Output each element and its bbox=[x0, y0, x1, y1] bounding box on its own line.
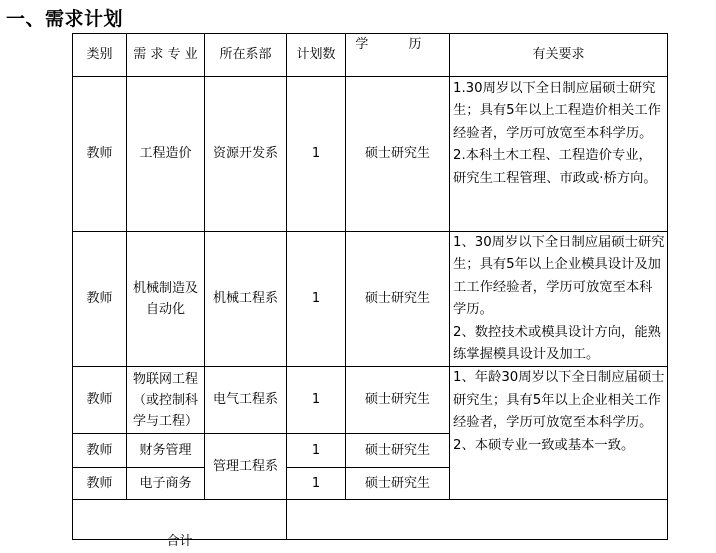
header-category: 类别 bbox=[73, 34, 127, 77]
cell-category: 教师 bbox=[73, 77, 127, 232]
cell-category: 教师 bbox=[73, 232, 127, 367]
header-education: 学 历 bbox=[346, 34, 450, 77]
total-blank-cell bbox=[287, 500, 668, 540]
cell-department: 管理工程系 bbox=[205, 434, 287, 500]
cell-count: 1 bbox=[287, 367, 346, 434]
header-count: 计划数 bbox=[287, 34, 346, 77]
cell-shared-requirements bbox=[450, 367, 668, 500]
cell-education: 硕士研究生 bbox=[346, 468, 450, 500]
demand-plan-table bbox=[72, 33, 668, 550]
table-row bbox=[73, 232, 668, 367]
cell-requirements bbox=[450, 232, 668, 367]
total-label-cell bbox=[73, 500, 287, 550]
total-label: 合计 bbox=[166, 534, 193, 550]
cell-major: 机械制造及自动化 bbox=[127, 232, 205, 367]
cell-count: 1 bbox=[287, 434, 346, 468]
cell-education: 硕士研究生 bbox=[346, 367, 450, 434]
cell-education: 硕士研究生 bbox=[346, 77, 450, 232]
requirement-item: 2、本硕专业一致或基本一致。 bbox=[453, 437, 635, 453]
cell-category: 教师 bbox=[73, 468, 127, 500]
requirement-item: 2、数控技术或模具设计方向，能熟练掌握模具设计及加工。 bbox=[453, 324, 661, 363]
section-title: 一、需求计划 bbox=[6, 8, 124, 30]
cell-major: 工程造价 bbox=[127, 77, 205, 232]
requirement-item: 1.30周岁以下全日制应届硕士研究生；具有5年以上工程造价相关工作经验者，学历可放宽至本科学历。 bbox=[453, 81, 661, 141]
table-total-row bbox=[73, 500, 668, 540]
table-header-row bbox=[73, 34, 668, 77]
cell-major: 物联网工程（或控制科学与工程） bbox=[127, 367, 205, 434]
cell-education: 硕士研究生 bbox=[346, 232, 450, 367]
cell-department: 机械工程系 bbox=[205, 232, 287, 367]
table-row bbox=[73, 367, 668, 434]
header-requirements: 有关要求 bbox=[450, 34, 668, 77]
cell-category: 教师 bbox=[73, 434, 127, 468]
table-row bbox=[73, 77, 668, 232]
cell-count: 1 bbox=[287, 468, 346, 500]
cell-education: 硕士研究生 bbox=[346, 434, 450, 468]
requirement-item: 1、年龄30周岁以下全日制应届硕士研究生；具有5年以上企业相关工作经验者，学历可放宽至本科学历。 bbox=[453, 370, 665, 431]
cell-count: 1 bbox=[287, 232, 346, 367]
cell-department: 电气工程系 bbox=[205, 367, 287, 434]
requirement-item: 2.本科土木工程、工程造价专业，研究生工程管理、市政或·桥方向。 bbox=[453, 148, 657, 186]
requirement-item: 1、30周岁以下全日制应届硕士研究生；具有5年以上企业模具设计及加工工作经验者，学历可放宽至本科学历。 bbox=[453, 235, 665, 318]
cell-major: 财务管理 bbox=[127, 434, 205, 468]
cell-count: 1 bbox=[287, 77, 346, 232]
header-major: 需 求 专 业 bbox=[127, 34, 205, 77]
cell-requirements bbox=[450, 77, 668, 232]
cell-major: 电子商务 bbox=[127, 468, 205, 500]
header-department: 所在系部 bbox=[205, 34, 287, 77]
cell-category: 教师 bbox=[73, 367, 127, 434]
cell-department: 资源开发系 bbox=[205, 77, 287, 232]
